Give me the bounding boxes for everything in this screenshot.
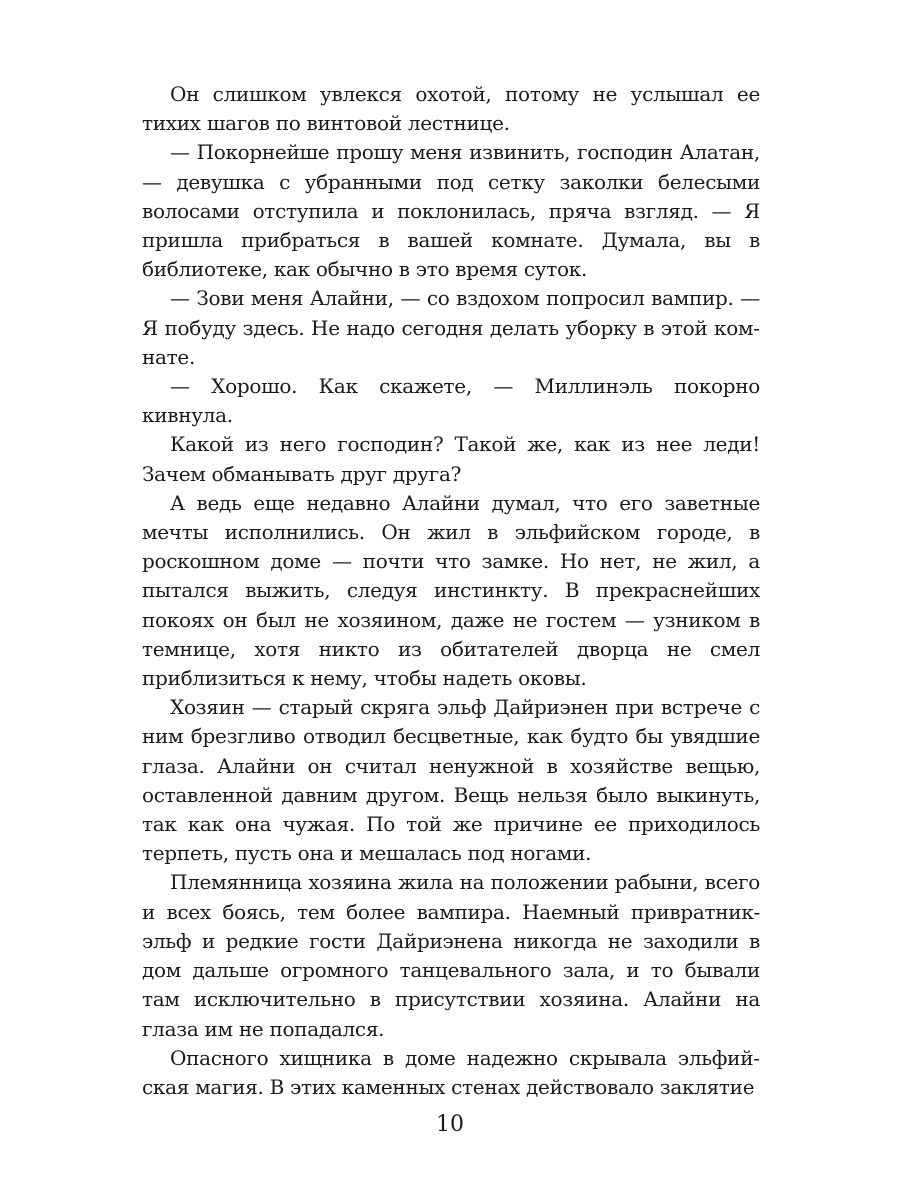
body-text <box>142 80 760 1102</box>
paragraph: — Зови меня Алайни, — со вздохом попросил вампир. — Я побуду здесь. Не надо сегодня делать уборку в этой комнате. <box>142 286 760 369</box>
paragraph: Хозяин — старый скряга эльф Дайриэнен при встрече с ним брезгливо отводил бесцветные, как будто бы увядшие глаза. Алайни он считал ненужной в хозяйстве вещью, оставленной давним другом. Вещь нельзя было выкинуть, так как она чужая. По той же причине ее приходилось терпеть, пусть она и мешалась под ногами. <box>142 695 760 866</box>
paragraph: Опасного хищника в доме надежно скрывала эльфийская магия. В этих каменных стенах действовало заклятие <box>142 1045 760 1099</box>
paragraph: Он слишком увлекся охотой, потому не услышал ее тихих шагов по винтовой лестнице. <box>142 82 760 136</box>
paragraph: А ведь еще недавно Алайни думал, что его заветные мечты исполнились. Он жил в эльфийском городе, в роскошном доме — почти что замке. Но нет, не жил, а пытался выжить, следуя инстинкту. В прекраснейших покоях он был не хозяином, даже не гостем — узником в темнице, хотя никто из обитателей дворца не смел приблизиться к нему, чтобы надеть оковы. <box>142 490 760 691</box>
paragraph: — Хорошо. Как скажете, — Миллинэль покорно кивнула. <box>142 374 760 428</box>
page-number: 10 <box>436 1112 464 1137</box>
paragraph: Какой из него господин? Такой же, как из нее леди! Зачем обманывать друг друга? <box>142 432 760 486</box>
paragraph: Племянница хозяина жила на положении рабыни, всего и всех боясь, тем более вампира. Наемный привратник-эльф и редкие гости Дайриэнена никогда не заходили в дом дальше огромного танцевального зала, и то бывали там исключительно в присутствии хозяина. Алайни на глаза им не попадался. <box>142 870 760 1041</box>
paragraph: — Покорнейше прошу меня извинить, господин Алатан, — девушка с убранными под сетку заколки белесыми волосами отступила и поклонилась, пряча взгляд. — Я пришла прибраться в вашей комнате. Думала, вы в библиотеке, как обычно в это время суток. <box>142 140 760 282</box>
